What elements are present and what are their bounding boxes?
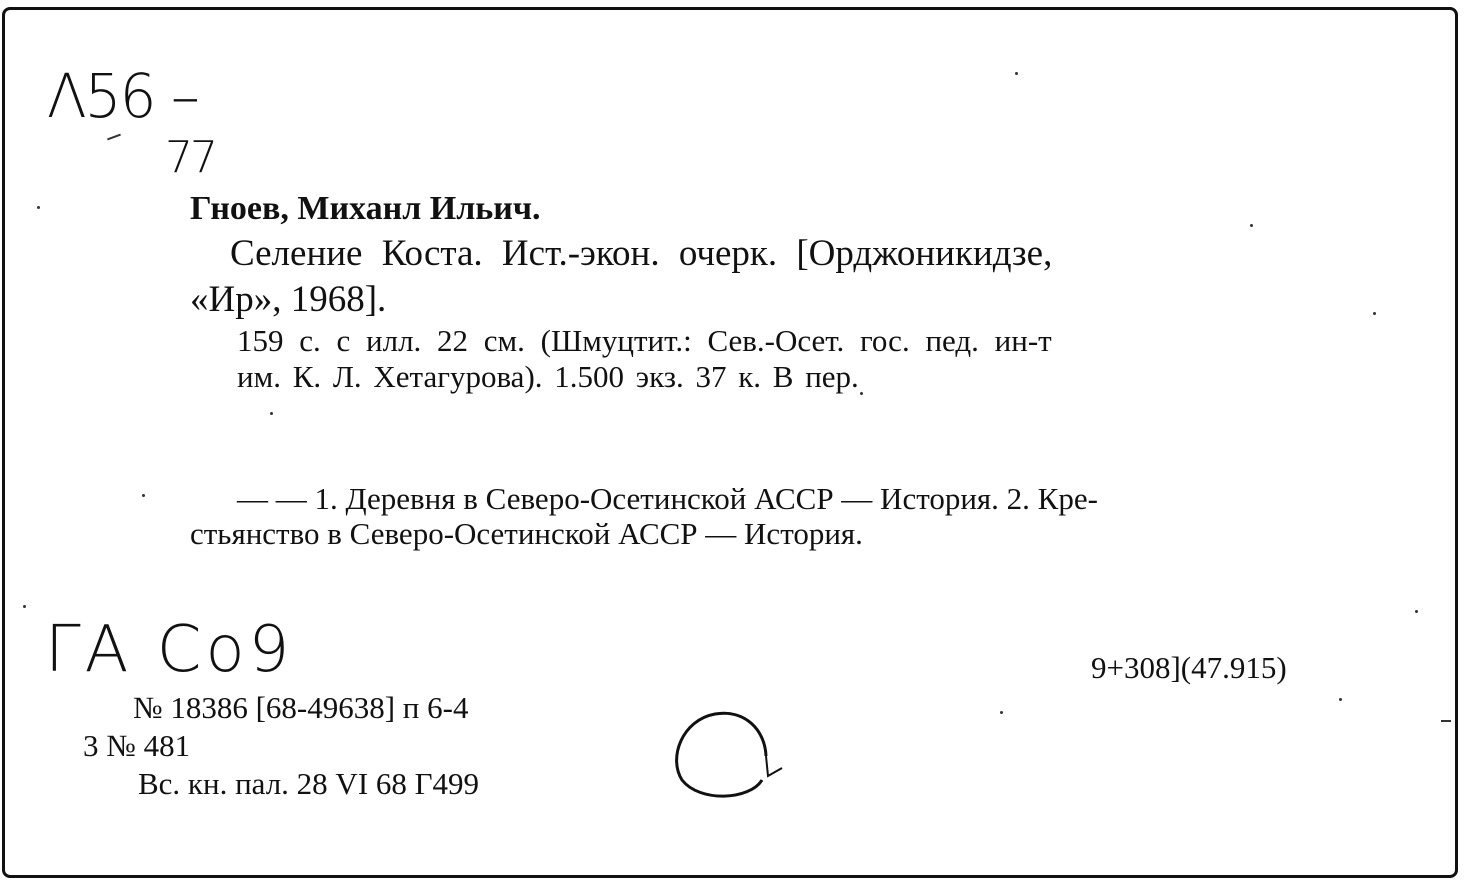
call-number-top: Λ56 – [47, 60, 198, 132]
subject-headings-line-1: — — 1. Деревня в Северо-Осетинской АССР — История. 2. Кре- [237, 481, 1098, 516]
speck-mark [1373, 312, 1376, 315]
physical-description-line-1: 159 с. с илл. 22 см. (Шмуцтит.: Сев.-Осет. гос. пед. ин-т [237, 323, 1052, 358]
speck-mark [37, 206, 40, 209]
speck-mark [860, 392, 863, 395]
physical-description-line-2: им. К. Л. Хетагурова). 1.500 экз. 37 к. В пер. [237, 359, 859, 394]
speck-mark [1000, 711, 1003, 714]
subject-headings-line-2: стьянство в Северо-Осетинской АССР — История. [190, 516, 863, 551]
shelf-mark: ГА Со9 [45, 613, 294, 687]
speck-mark [142, 494, 145, 497]
circle-stamp-icon [670, 708, 790, 808]
call-number-bottom: 77 [165, 132, 215, 183]
classification-number: 9+308](47.915) [1091, 650, 1287, 685]
speck-mark [1415, 610, 1418, 613]
speck-mark [1339, 698, 1342, 701]
speck-mark [107, 134, 121, 141]
publisher-line: Вс. кн. пал. 28 VI 68 Г499 [138, 766, 480, 801]
order-number: 3 № 481 [83, 728, 191, 763]
catalog-card [2, 7, 1458, 878]
speck-mark [1015, 72, 1018, 75]
author-heading: Гноев, Миханл Ильич. [190, 190, 541, 227]
speck-mark [270, 412, 273, 415]
title-line-1: Селение Коста. Ист.-экон. очерк. [Орджоникидзе, [230, 233, 1053, 274]
speck-mark [1441, 720, 1451, 722]
record-number: № 18386 [68-49638] п 6-4 [133, 690, 469, 725]
speck-mark [23, 605, 26, 608]
speck-mark [1250, 224, 1253, 227]
title-line-2: «Ир», 1968]. [190, 279, 387, 320]
